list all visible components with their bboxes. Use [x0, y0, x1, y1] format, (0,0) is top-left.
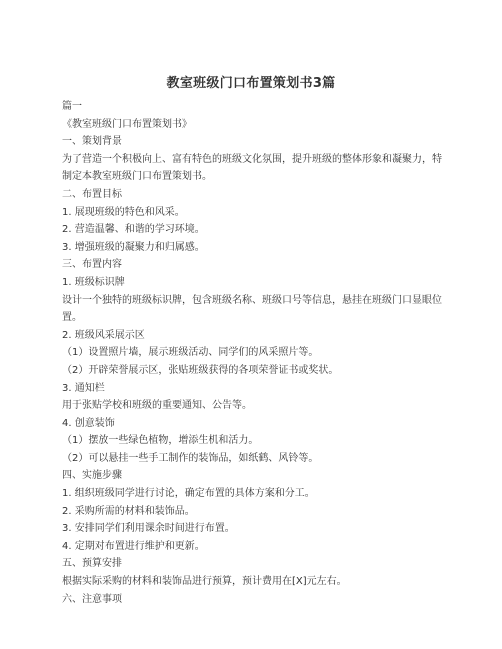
paragraph: 为了营造一个积极向上、富有特色的班级文化氛围，提升班级的整体形象和凝聚力，特制定本教室班级门口布置策划书。 [62, 153, 442, 183]
list-item: 2. 采购所需的材料和装饰品。 [62, 505, 195, 517]
section-heading: 一、策划背景 [62, 136, 122, 148]
list-item: 3. 安排同学们利用课余时间进行布置。 [62, 523, 235, 535]
list-item: 1. 展现班级的特色和风采。 [62, 206, 185, 218]
paragraph: 根据实际采购的材料和装饰品进行预算，预计费用在[X]元左右。 [62, 576, 347, 588]
section-heading: 三、布置内容 [62, 259, 122, 271]
section-heading: 六、注意事项 [62, 593, 122, 605]
paragraph: 用于张贴学校和班级的重要通知、公告等。 [62, 400, 252, 412]
list-item: （1）摆放一些绿色植物，增添生机和活力。 [62, 435, 259, 447]
list-item: （1）设置照片墙，展示班级活动、同学们的风采照片等。 [62, 347, 319, 359]
document-subtitle: 《教室班级门口布置策划书》 [62, 118, 192, 130]
section-heading: 四、实施步骤 [62, 470, 122, 482]
list-item: 4. 定期对布置进行维护和更新。 [62, 540, 205, 552]
document-title: 教室班级门口布置策划书3篇 [166, 76, 336, 91]
section-heading: 二、布置目标 [62, 188, 122, 200]
list-item: （2）开辟荣誉展示区，张贴班级获得的各项荣誉证书或奖状。 [62, 364, 339, 376]
list-item: 1. 组织班级同学进行讨论，确定布置的具体方案和分工。 [62, 488, 315, 500]
subsection-heading: 1. 班级标识牌 [62, 276, 125, 288]
document-body [62, 98, 448, 608]
section-heading: 五、预算安排 [62, 558, 122, 570]
list-item: 2. 营造温馨、和谐的学习环境。 [62, 224, 205, 236]
subsection-heading: 2. 班级风采展示区 [62, 329, 145, 341]
list-item: （2）可以悬挂一些手工制作的装饰品，如纸鹤、风铃等。 [62, 452, 319, 464]
subsection-heading: 4. 创意装饰 [62, 417, 115, 429]
paragraph: 设计一个独特的班级标识牌，包含班级名称、班级口号等信息，悬挂在班级门口显眼位置。 [62, 294, 442, 324]
subsection-heading: 3. 通知栏 [62, 382, 105, 394]
list-item: 3. 增强班级的凝聚力和归属感。 [62, 241, 205, 253]
section-label: 篇一 [62, 101, 82, 112]
